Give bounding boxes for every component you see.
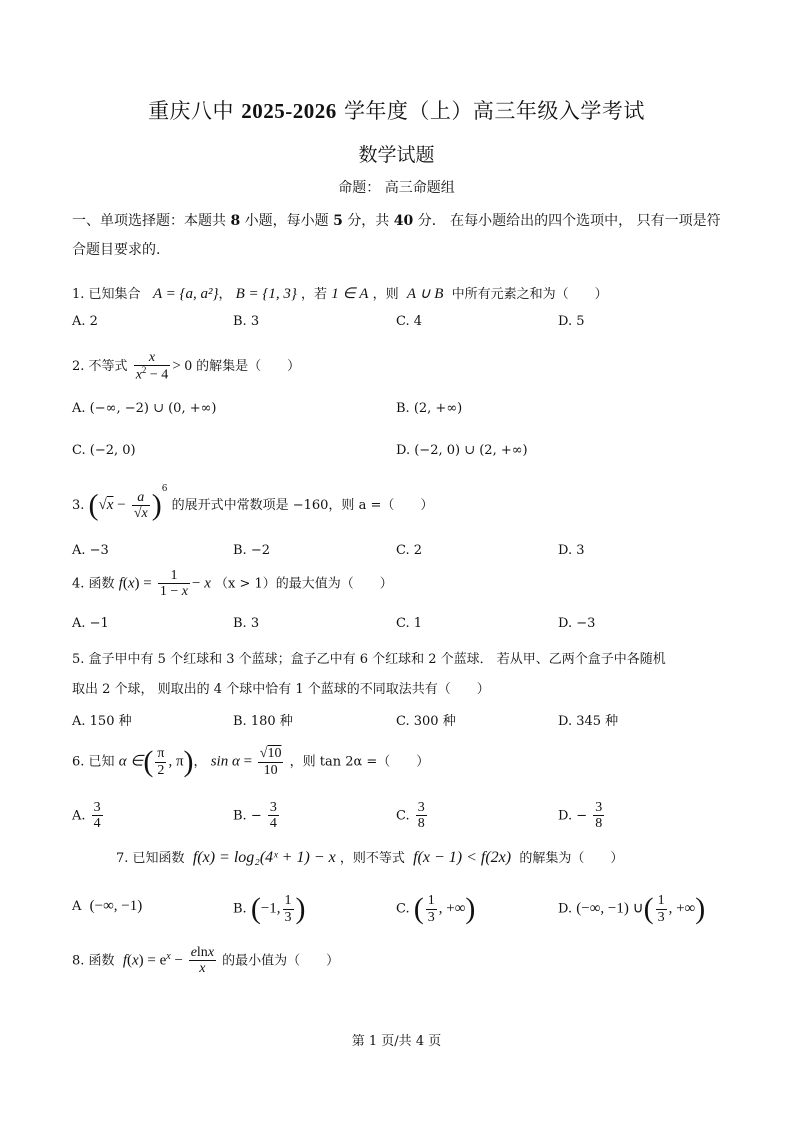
exam-title — [0, 95, 793, 125]
question-4: 4. 函数 f(x) = $\frac{1}{1 - x}$ − x （x > 1）的最大值为（ ） — [72, 568, 393, 600]
q2-tail: 的解集是（ ） — [196, 359, 301, 375]
section-text: 小题，每小题 — [244, 213, 329, 229]
q6-pi-half: $\frac{\pi}{2}$ — [157, 746, 165, 778]
q4-option-c: C. 1 — [396, 616, 423, 631]
q7-c-label: C. — [396, 901, 410, 917]
q7-inequality: f(x − 1) < f(2x) — [413, 849, 512, 866]
q2-stem: 2. 不等式 — [72, 359, 128, 375]
question-5-line-1: 5. 盒子甲中有 5 个红球和 3 个蓝球；盒子乙中有 6 个红球和 2 个蓝球． 若从甲、乙两个盒子中各随机 — [72, 652, 666, 667]
q7-option-c: C. ( $\frac{1}{3}$ , +∞) — [396, 892, 476, 925]
title-school: 重庆八中 — [148, 99, 235, 123]
q5-option-d: D. 345 种 — [558, 714, 619, 729]
section-num: 8 — [230, 213, 241, 229]
q7-option-d: D. (−∞, −1) ∪( $\frac{1}{3}$ , +∞) — [558, 892, 706, 925]
question-5-line-2: 取出 2 个球， 则取出的 4 个球中恰有 1 个蓝球的不同取法共有（ ） — [72, 682, 490, 697]
question-3: 3. (√x − $\frac{a}{√x}$ )$^6$ 的展开式中常数项是 −160，则 a =（ ） — [72, 484, 434, 522]
q4-option-d: D. −3 — [558, 616, 596, 631]
q2-option-a: A. (−∞, −2) ∪ (0, +∞) — [72, 401, 217, 416]
q7-tail: 的解集为（ ） — [519, 851, 624, 866]
question-7 — [116, 847, 623, 867]
q3-option-b: B. −2 — [233, 543, 270, 558]
q3-tail: 的展开式中常数项是 −160，则 a =（ ） — [171, 498, 434, 513]
q8-tail: 的最小值为（ ） — [222, 953, 340, 969]
q5-option-a: A. 150 种 — [72, 714, 132, 729]
q1-option-a: A. 2 — [72, 314, 98, 329]
q6-stem: 6. 已知 — [72, 754, 115, 770]
q1-set-b: B = {1, 3} — [235, 286, 297, 302]
question-1: 1. 已知集合 A = {a, a²}， B = {1, 3} ，若 1 ∈ A ，则 A ∪ B 中所有元素之和为（ ） — [72, 286, 608, 302]
q7-b-label: B. — [233, 901, 247, 917]
section-num: 5 — [333, 213, 343, 229]
q2-option-c: C. (−2, 0) — [72, 443, 136, 458]
q6-c-label: C. — [396, 808, 410, 824]
q4-fraction: $\frac{1}{1 - x}$ — [159, 568, 189, 600]
q4-option-b: B. 3 — [233, 616, 260, 631]
q7-d-label: D. — [558, 901, 573, 917]
q4-tail: （x > 1）的最大值为（ ） — [215, 576, 393, 592]
q5-option-b: B. 180 种 — [233, 714, 293, 729]
q7-option-a: A (−∞, −1) — [72, 898, 143, 914]
question-2: 2. 不等式 $\frac{x}{x^2 - 4}$ > 0 的解集是（ ） — [72, 350, 301, 384]
title-year: 2025-2026 — [241, 99, 337, 123]
q1-stem: 1. 已知集合 — [72, 287, 141, 302]
q7-text: ，则不等式 — [339, 851, 405, 866]
exam-subtitle: 数学试题 — [358, 144, 435, 166]
q3-option-a: A. −3 — [72, 543, 109, 558]
q7-option-b: B. (−1, $\frac{1}{3}$ ) — [233, 892, 306, 925]
q2-option-d: D. (−2, 0) ∪ (2, +∞) — [396, 443, 528, 458]
title-suffix: 学年度（上）高三年级入学考试 — [343, 99, 645, 123]
q1-option-c: C. 4 — [396, 314, 423, 329]
page-footer: 第 1 页/共 4 页 — [351, 1034, 442, 1049]
section-text: 分． 在每小题给出的四个选项中， 只有一项是符合题目要求的. — [72, 213, 721, 258]
q1-text: ，若 — [301, 287, 328, 302]
q6-option-c: C. $\frac{3}{8}$ — [396, 800, 425, 832]
q4-stem: 4. 函数 — [72, 576, 115, 592]
q1-tail: 中所有元素之和为（ ） — [451, 287, 608, 302]
q3-option-d: D. 3 — [558, 543, 585, 558]
q6-option-b: B. − $\frac{3}{4}$ — [233, 800, 277, 832]
section-num: 40 — [393, 213, 414, 229]
question-8: 8. 函数 $f(x) = e^x$ − $\frac{elnx}{x}$ 的最小值为（ ） — [72, 945, 340, 977]
q8-fraction: $\frac{elnx}{x}$ — [190, 945, 215, 977]
q1-condition: 1 ∈ A — [331, 286, 369, 302]
q6-b-label: B. − — [233, 808, 262, 824]
q3-fraction: $\frac{a}{√x}$ — [133, 489, 148, 521]
q1-set-a: A = {a, a²} — [152, 286, 219, 302]
q6-option-d: D. − $\frac{3}{8}$ — [558, 800, 603, 832]
q1-text: ，则 — [372, 287, 399, 302]
q2-option-b: B. (2, +∞) — [396, 401, 463, 416]
section-one-heading — [72, 207, 724, 265]
q3-option-c: C. 2 — [396, 543, 423, 558]
q1-option-b: B. 3 — [233, 314, 260, 329]
q6-option-a: A. $\frac{3}{4}$ — [72, 800, 101, 832]
q6-sin-value: $\frac{√10}{10}$ — [259, 746, 282, 778]
q7-a-label: A — [72, 899, 82, 914]
q7-stem: 7. 已知函数 — [116, 851, 185, 866]
section-text: 一、单项选择题：本题共 — [72, 213, 226, 229]
question-6: 6. 已知 α ∈( $\frac{\pi}{2}$ , π)， sin α = $\frac{√10}{10}$ ，则 tan 2α =（ ） — [72, 745, 430, 778]
q8-stem: 8. 函数 — [72, 953, 115, 969]
q4-option-a: A. −1 — [72, 616, 109, 631]
q7-function: f(x) = log₂(4ˣ + 1) − x — [192, 849, 336, 866]
q1-option-d: D. 5 — [558, 314, 585, 329]
section-text: 分，共 — [347, 213, 390, 229]
q6-d-label: D. − — [558, 808, 588, 824]
q6-a-label: A. — [72, 808, 86, 824]
q3-stem: 3. — [72, 498, 85, 513]
q1-union: A ∪ B — [406, 286, 444, 302]
exam-author: 命题： 高三命题组 — [338, 180, 455, 196]
q2-fraction: $\frac{x}{x^2 - 4}$ — [135, 350, 169, 384]
q5-option-c: C. 300 种 — [396, 714, 456, 729]
q6-tail: ，则 tan 2α =（ ） — [289, 754, 430, 770]
